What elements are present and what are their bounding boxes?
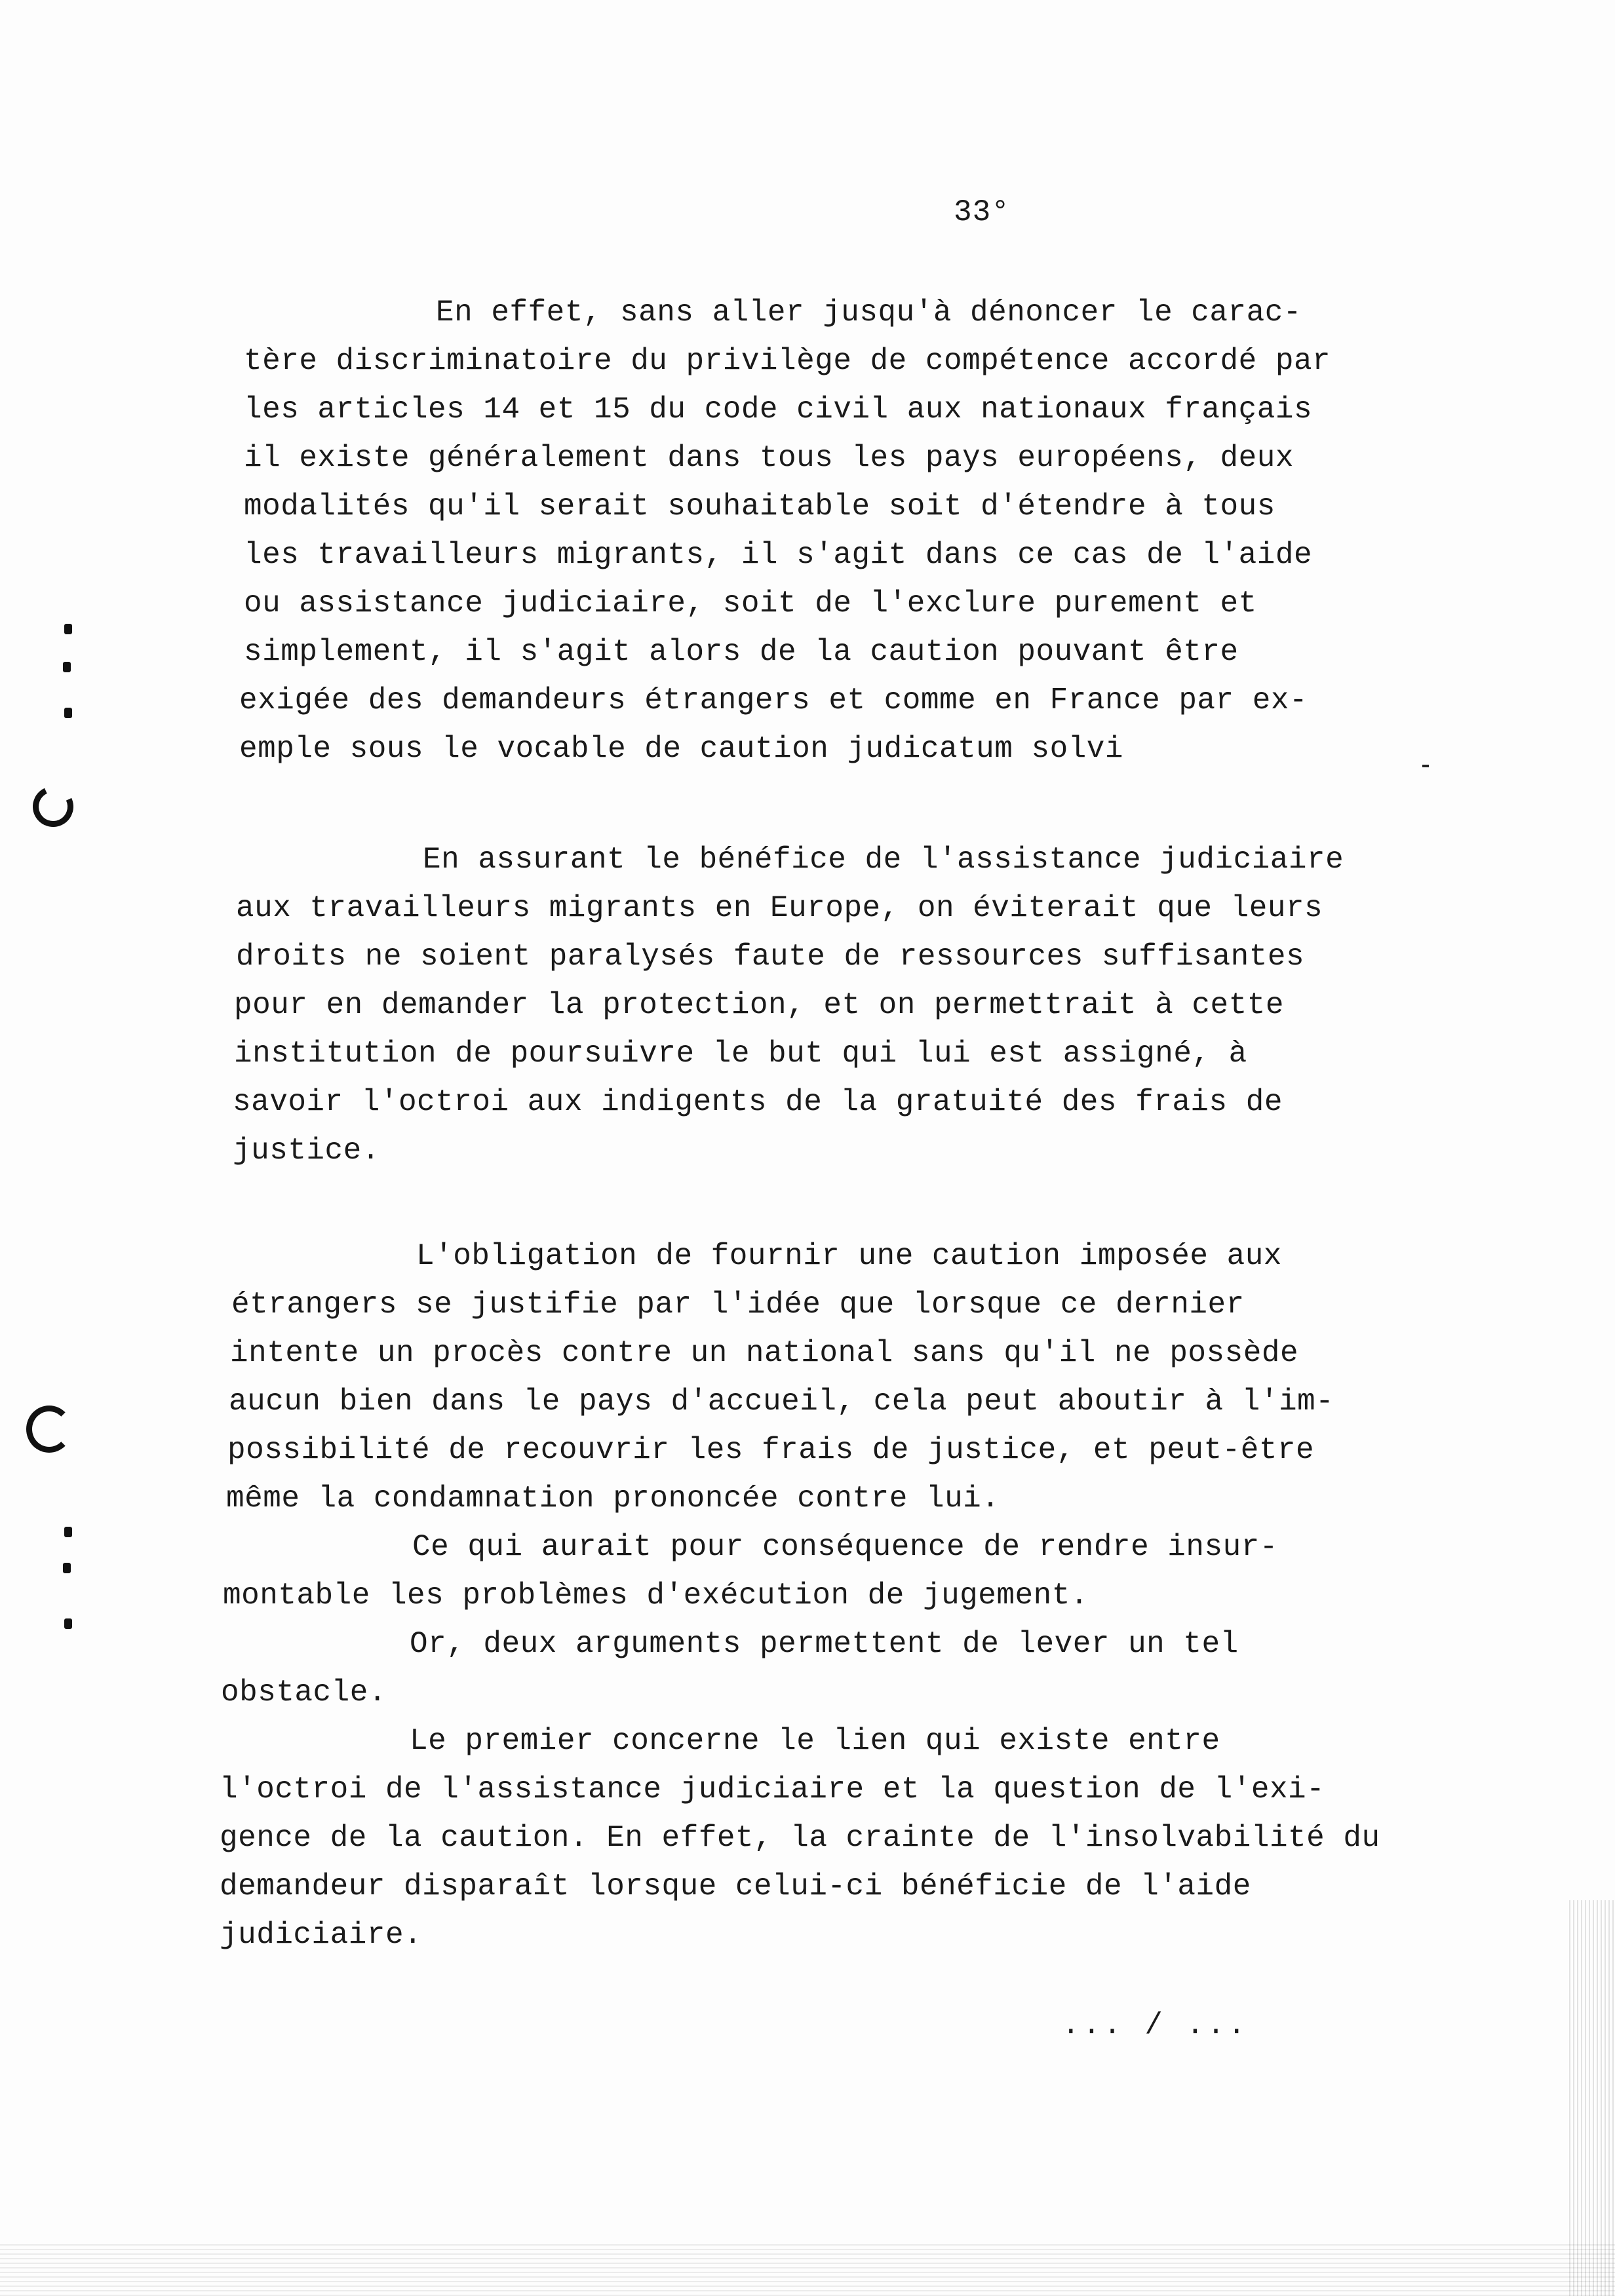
text-line: droits ne soient paralysés faute de ressources suffisantes [236,940,1305,974]
text-line: étrangers se justifie par l'idée que lorsque ce dernier [231,1288,1245,1322]
text-line: demandeur disparaît lorsque celui-ci bénéficie de l'aide [220,1869,1251,1904]
text-line: les articles 14 et 15 du code civil aux nationaux français [244,392,1313,427]
text-line: les travailleurs migrants, il s'agit dans ce cas de l'aide [244,538,1313,572]
text-line: même la condamnation prononcée contre lui. [226,1482,1000,1516]
stray-mark [1422,765,1429,767]
text-line: simplement, il s'agit alors de la caution pouvant être [244,635,1239,669]
text-line: savoir l'octroi aux indigents de la gratuité des frais de [233,1085,1283,1119]
text-line: Ce qui aurait pour conséquence de rendre insur- [412,1530,1278,1564]
text-line: ou assistance judiciaire, soit de l'exclure purement et [244,586,1257,621]
text-line: institution de poursuivre le but qui lui est assigné, à [234,1037,1247,1071]
margin-mark [64,1618,72,1629]
margin-mark [64,708,72,718]
text-line: obstacle. [221,1675,387,1710]
text-line: justice. [233,1134,380,1168]
text-line: aucun bien dans le pays d'accueil, cela peut aboutir à l'im- [229,1385,1334,1419]
text-line: En effet, sans aller jusqu'à dénoncer le carac- [436,296,1302,330]
text-line: modalités qu'il serait souhaitable soit d'étendre à tous [244,489,1275,524]
text-line: emple sous le vocable de caution judicatum solvi [239,732,1124,766]
text-line: possibilité de recouvrir les frais de justice, et peut-être [227,1433,1315,1467]
text-line: L'obligation de fournir une caution imposée aux [416,1239,1282,1273]
text-line: montable les problèmes d'exécution de jugement. [223,1578,1089,1613]
text-line: intente un procès contre un national sans qu'il ne possède [230,1336,1299,1370]
scan-noise [1569,1900,1615,2296]
margin-mark [64,624,72,634]
page-number: 33° [954,195,1010,229]
text-line: il existe généralement dans tous les pays européens, deux [244,441,1294,475]
text-line: l'octroi de l'assistance judiciaire et la question de l'exi- [220,1772,1325,1807]
scan-noise [0,2244,1615,2296]
text-line: Or, deux arguments permettent de lever un tel [410,1627,1239,1661]
paragraph-2 [220,835,1465,1175]
paragraph-3 [220,1232,1465,1959]
text-line: exigée des demandeurs étrangers et comme en France par ex- [239,683,1308,718]
continuation-mark: ... / ... [1062,2008,1249,2042]
margin-mark [63,662,71,672]
text-line: judiciaire. [220,1918,423,1952]
margin-mark [63,1563,71,1573]
text-line: aux travailleurs migrants en Europe, on éviterait que leurs [236,891,1323,925]
punch-hole-icon [27,780,79,832]
text-line: gence de la caution. En effet, la crainte de l'insolvabilité du [220,1821,1380,1855]
margin-mark [64,1527,72,1537]
text-line: pour en demander la protection, et on permettrait à cette [234,988,1284,1022]
text-line: Le premier concerne le lien qui existe entre [410,1724,1220,1758]
text-line: En assurant le bénéfice de l'assistance judiciaire [423,843,1344,877]
text-line: tère discriminatoire du privilège de compétence accordé par [244,344,1331,378]
punch-hole-icon [26,1406,72,1453]
paragraph-1 [220,288,1465,773]
